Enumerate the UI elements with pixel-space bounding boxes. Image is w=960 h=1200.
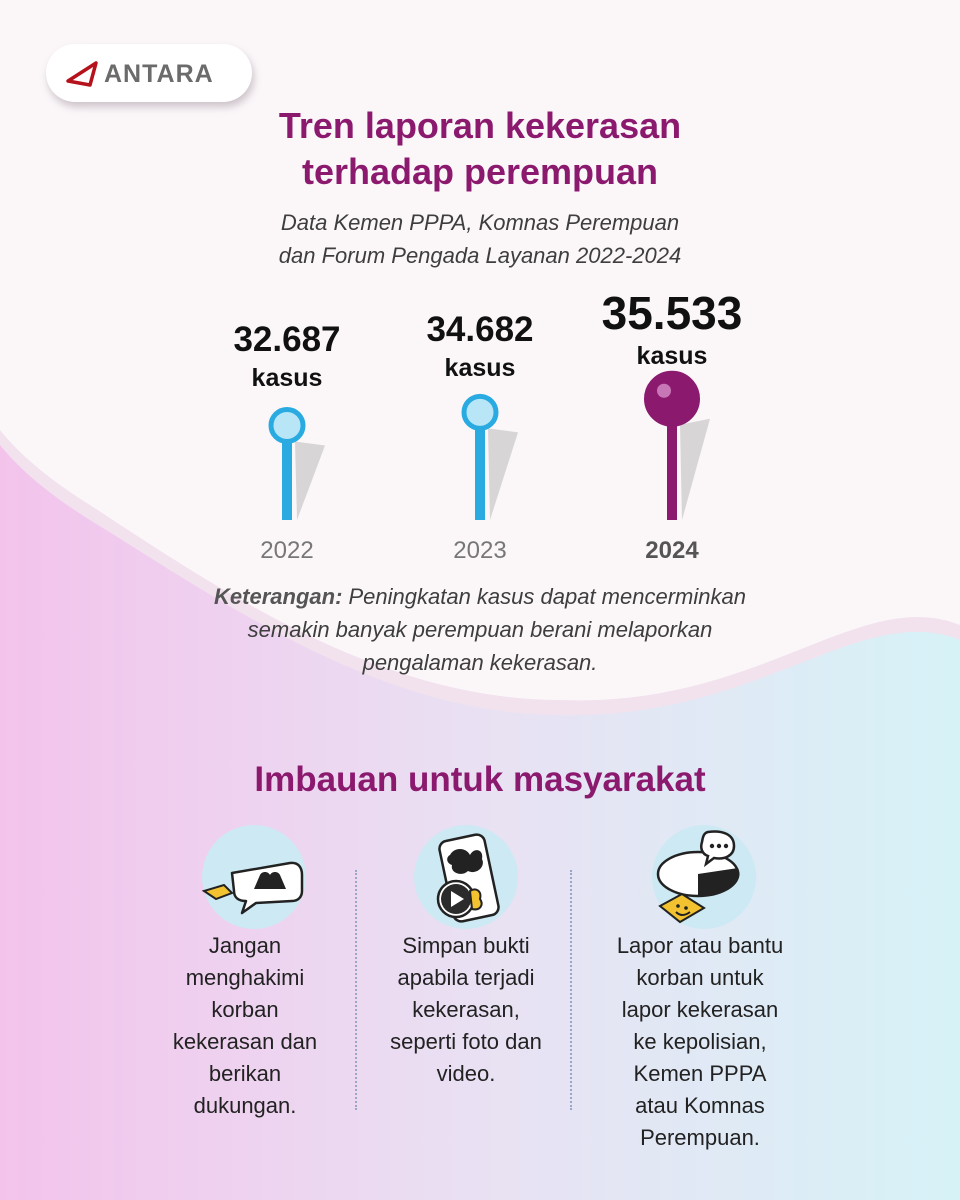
- subtitle-line1: Data Kemen PPPA, Komnas Perempuan: [280, 210, 680, 235]
- unit-label: kasus: [251, 364, 323, 392]
- pin-head: [646, 373, 698, 425]
- tip-text: Lapor atau bantu korban untuk lapor kekerasan ke kepolisian, Kemen PPPA atau Komnas Perempuan.: [616, 933, 784, 1150]
- page-title-line1: Tren laporan kekerasan: [278, 105, 682, 146]
- brand-name: ANTARA: [104, 60, 214, 88]
- section-title: Imbauan untuk masyarakat: [254, 760, 706, 799]
- value-label: 32.687: [233, 320, 341, 359]
- pin-highlight: [657, 384, 671, 398]
- subtitle-line2: dan Forum Pengada Layanan 2022-2024: [278, 243, 682, 268]
- year-label: 2024: [645, 537, 699, 564]
- note-line2: semakin banyak perempuan berani melaporkan: [247, 617, 713, 642]
- page-title-line2: terhadap perempuan: [301, 151, 659, 192]
- note-line1: Peningkatan kasus dapat mencerminkan: [342, 584, 746, 609]
- note-label: Keterangan:: [214, 584, 343, 609]
- value-label: 34.682: [426, 310, 534, 349]
- note: [0, 580, 960, 679]
- divider: [570, 870, 572, 1110]
- unit-label: kasus: [636, 342, 708, 370]
- pin-shadow: [488, 428, 518, 520]
- pin-head: [271, 409, 303, 441]
- unit-label: kasus: [444, 354, 516, 382]
- antara-logo: [46, 44, 252, 102]
- tip-text: Jangan menghakimi korban kekerasan dan berikan dukungan.: [172, 933, 318, 1118]
- pin-shadow: [295, 441, 325, 520]
- divider: [355, 870, 357, 1110]
- speech-bubble-heart-icon: [202, 825, 306, 929]
- case-trend-chart: [0, 280, 960, 580]
- year-label: 2023: [453, 537, 507, 564]
- report-chat-icon: [652, 825, 756, 929]
- phone-video-icon: [414, 825, 518, 929]
- pin-head: [464, 396, 496, 428]
- value-label: 35.533: [601, 287, 743, 339]
- note-line3: pengalaman kekerasan.: [362, 650, 598, 675]
- pin-shadow: [680, 419, 710, 520]
- antara-mark-icon: [66, 59, 100, 87]
- tip-text: Simpan bukti apabila terjadi kekerasan, seperti foto dan video.: [390, 933, 542, 1086]
- year-label: 2022: [260, 537, 314, 564]
